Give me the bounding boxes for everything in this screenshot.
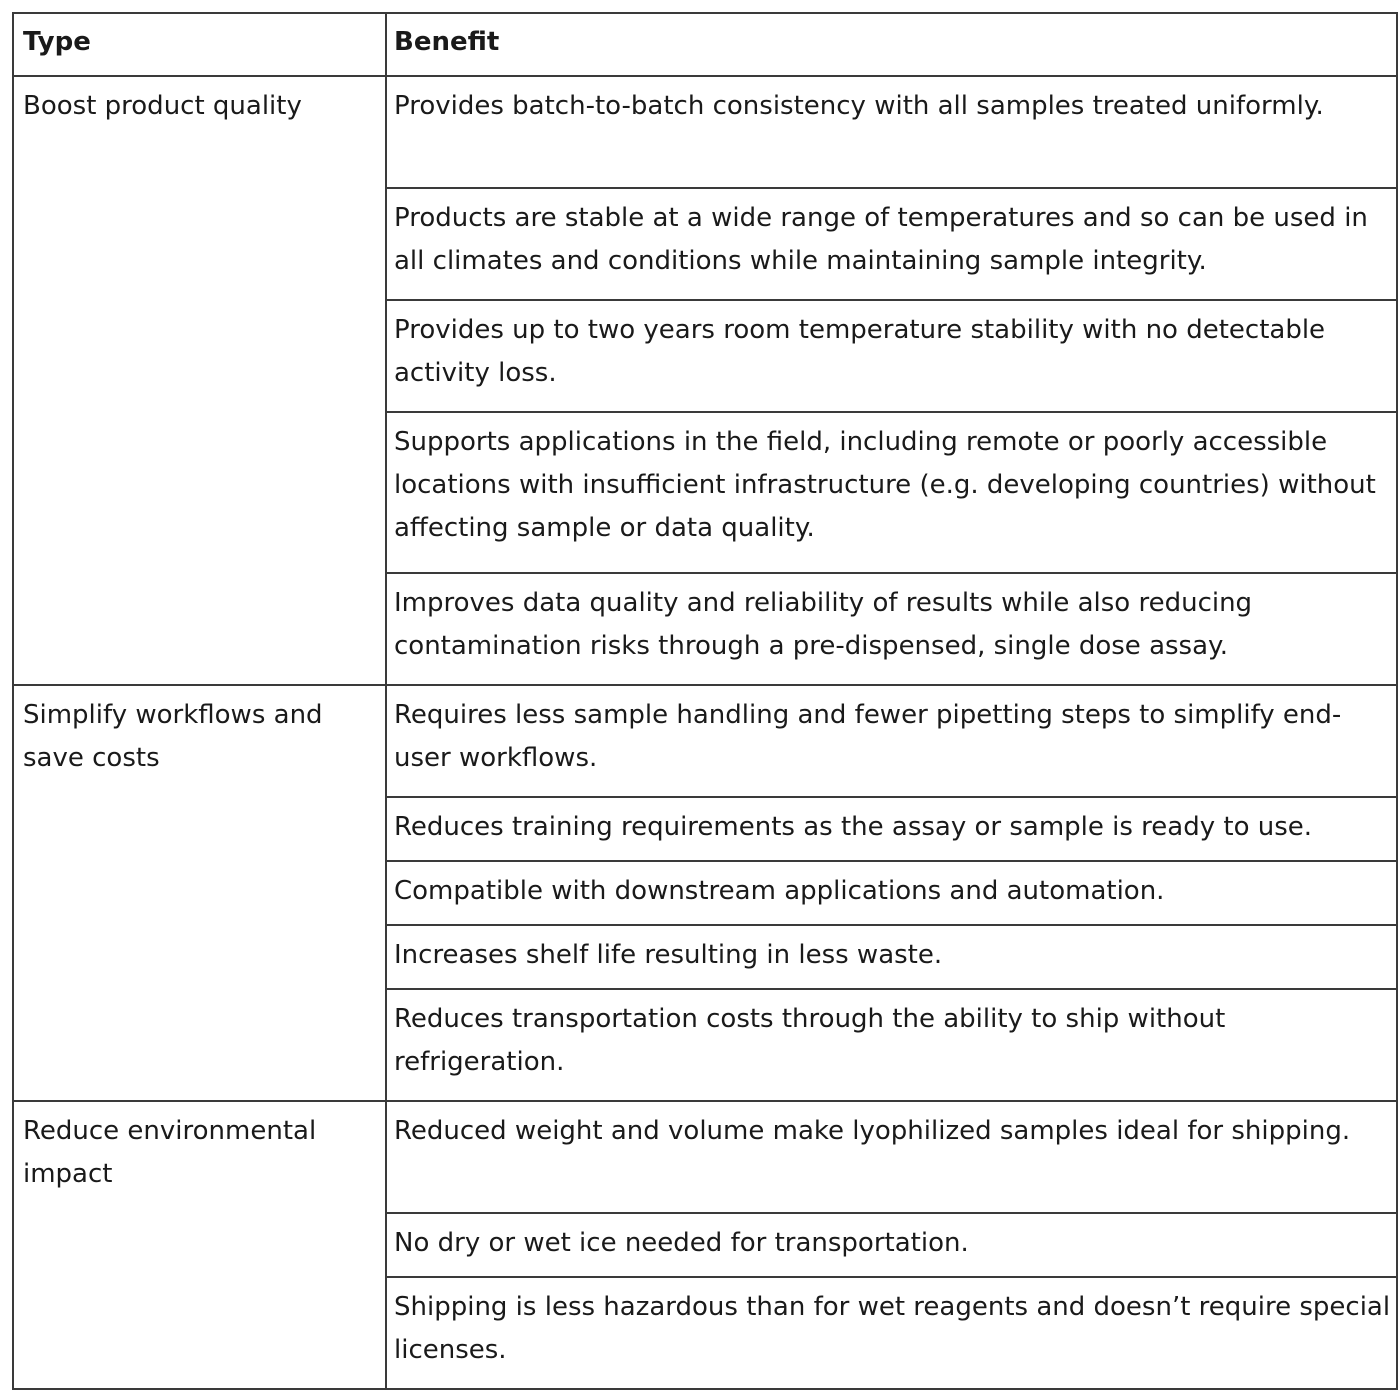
benefit-cell: Reduces transportation costs through the ability to ship without refrigeration. [386,989,1397,1101]
benefit-cell: No dry or wet ice needed for transportation. [386,1213,1397,1277]
table-header-row [13,13,1397,76]
benefit-cell: Reduces training requirements as the assay or sample is ready to use. [386,797,1397,861]
benefit-cell: Requires less sample handling and fewer pipetting steps to simplify end-user workflows. [386,685,1397,797]
table-row [13,1101,1397,1213]
benefit-cell: Compatible with downstream applications and automation. [386,861,1397,925]
benefit-cell: Reduced weight and volume make lyophilized samples ideal for shipping. [386,1101,1397,1213]
table-row [13,76,1397,188]
benefit-cell: Provides batch-to-batch consistency with all samples treated uniformly. [386,76,1397,188]
header-benefit: Benefit [386,13,1397,76]
type-cell-boost-product-quality: Boost product quality [13,76,386,685]
benefit-cell: Provides up to two years room temperature stability with no detectable activity loss. [386,300,1397,412]
type-cell-simplify-workflows: Simplify workflows and save costs [13,685,386,1101]
benefit-cell: Shipping is less hazardous than for wet reagents and doesn’t require special licenses. [386,1277,1397,1389]
benefit-cell: Supports applications in the field, including remote or poorly accessible locations with insufficient infrastructure (e.g. developing countries) without affecting sample or data quality. [386,412,1397,573]
table-row [13,685,1397,797]
header-type: Type [13,13,386,76]
type-cell-reduce-environmental-impact: Reduce environmental impact [13,1101,386,1389]
benefits-table [12,12,1398,1390]
benefit-cell: Products are stable at a wide range of temperatures and so can be used in all climates and conditions while maintaining sample integrity. [386,188,1397,300]
benefit-cell: Increases shelf life resulting in less waste. [386,925,1397,989]
benefit-cell: Improves data quality and reliability of results while also reducing contamination risks through a pre-dispensed, single dose assay. [386,573,1397,685]
